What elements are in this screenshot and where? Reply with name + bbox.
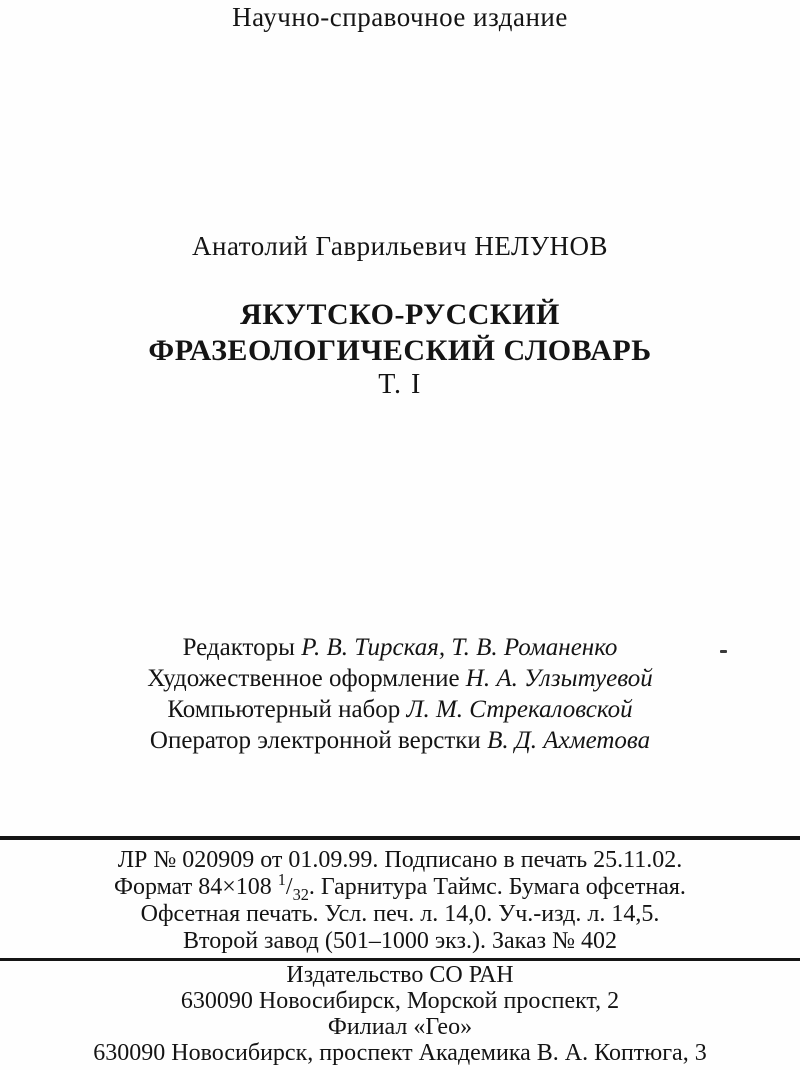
credits-block: [0, 632, 800, 756]
format-fraction-slash: /: [285, 874, 293, 900]
credits-line: [0, 694, 800, 725]
format-text-suffix: . Гарнитура Таймс. Бумага офсетная.: [308, 874, 686, 900]
publisher-address: 630090 Новосибирск, Морской проспект, 2: [180, 988, 620, 1014]
format-fraction-denominator: 32: [292, 884, 309, 904]
divider-rule-bottom: [0, 958, 800, 961]
edition-type-heading: Научно-справочное издание: [232, 2, 568, 32]
credit-person-names: В. Д. Ахметова: [487, 727, 651, 754]
format-fraction-numerator: 1: [277, 870, 286, 889]
credit-role-label: Компьютерный набор: [167, 696, 407, 723]
publisher-name: Издательство СО РАН: [286, 962, 514, 988]
credit-role-label: Оператор электронной верстки: [149, 727, 488, 754]
book-title: [0, 297, 800, 401]
credit-person-names: Л. М. Стрекаловской: [406, 696, 633, 723]
credit-person-names: Н. А. Улзытуевой: [465, 665, 653, 692]
author-name: Анатолий Гаврильевич НЕЛУНОВ: [192, 231, 608, 261]
book-title-line-2: ФРАЗЕОЛОГИЧЕСКИЙ СЛОВАРЬ: [148, 334, 652, 367]
credit-role-label: Редакторы: [182, 634, 302, 661]
credits-line: [0, 663, 800, 694]
publisher-block: [0, 962, 800, 1066]
scan-speck: [720, 650, 727, 653]
imprint-block: [0, 847, 800, 955]
imprint-line-printing: Офсетная печать. Усл. печ. л. 14,0. Уч.-изд. л. 14,5.: [140, 901, 660, 927]
imprint-line-format: [0, 870, 800, 904]
divider-rule-top: [0, 836, 800, 840]
imprint-line-order: Второй завод (501–1000 экз.). Заказ № 402: [183, 928, 617, 954]
credits-line: [0, 632, 800, 663]
imprint-line-license: ЛР № 020909 от 01.09.99. Подписано в печать 25.11.02.: [117, 847, 683, 873]
publisher-branch: Филиал «Гео»: [327, 1014, 473, 1040]
publisher-branch-address: 630090 Новосибирск, проспект Академика В. А. Коптюга, 3: [93, 1040, 707, 1066]
credits-line: [0, 725, 800, 756]
credit-role-label: Художественное оформление: [147, 665, 466, 692]
credit-person-names: Р. В. Тирская, Т. В. Романенко: [301, 634, 618, 661]
format-text-prefix: Формат 84×108: [114, 874, 278, 900]
book-title-line-1: ЯКУТСКО-РУССКИЙ: [240, 298, 560, 331]
volume-number: Т. I: [378, 369, 422, 400]
